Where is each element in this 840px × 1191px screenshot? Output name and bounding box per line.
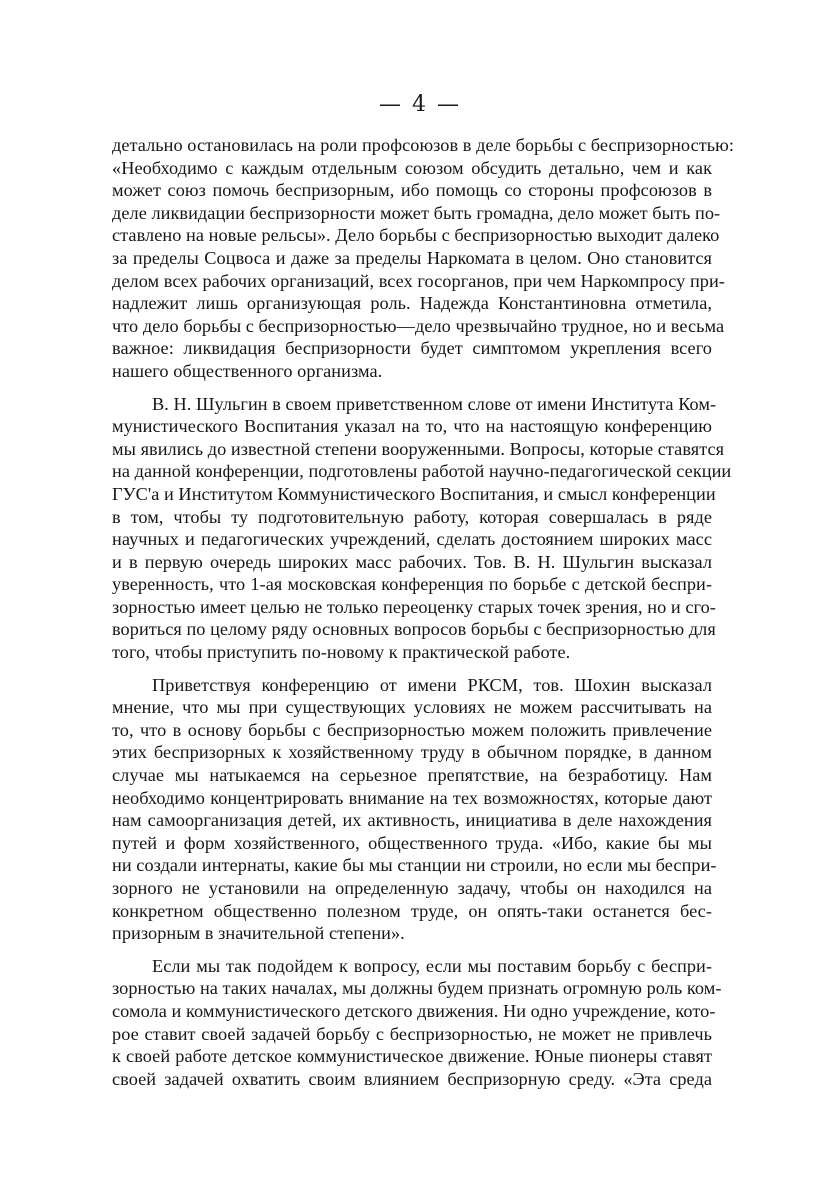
text-line: вориться по целому ряду основных вопросов борьбы с беспризорностью для — [112, 619, 716, 640]
text-line: деле ликвидации беспризорности может быть громадна, дело может быть по- — [112, 202, 721, 223]
text-line: нашего общественного организма. — [112, 360, 383, 381]
text-line: Приветствуя конференцию от имени РКСМ, тов. Шохин высказал — [152, 674, 712, 695]
text-line: научных и педагогических учреждений, сделать достоянием широких масс — [112, 529, 712, 550]
text-line: путей и форм хозяйственного, общественного труда. «Ибо, какие бы мы — [112, 832, 712, 853]
text-line: детально остановилась на роли профсоюзов в деле борьбы с беспризорностью: — [112, 135, 734, 155]
text-line: к своей работе детское коммунистическое движение. Юные пионеры ставят — [112, 1046, 712, 1067]
paragraph-profsoyuzy — [112, 134, 734, 383]
text-line: надлежит лишь организующая роль. Надежда Константиновна отметила, — [112, 293, 712, 314]
text-line: за пределы Соцвоса и даже за пределы Наркомата в целом. Оно становится — [112, 247, 712, 268]
text-line: что дело борьбы с беспризорностью—дело чрезвычайно трудное, но и весьма — [112, 315, 725, 336]
text-line: своей задачей охватить своим влиянием беспризорную среду. «Эта среда — [112, 1068, 712, 1089]
text-line: мнение, что мы при существующих условиях не можем рассчитывать на — [112, 697, 712, 718]
text-line: ставлено на новые рельсы». Дело борьбы с беспризорностью выходит далеко — [112, 225, 720, 246]
text-line: может союз помочь беспризорным, ибо помощь со стороны профсоюзов в — [112, 180, 712, 201]
text-line: на данной конференции, подготовлены работой научно-педагогической секции — [112, 461, 732, 482]
paragraph-komsomol — [112, 955, 722, 1091]
text-line: необходимо концентрировать внимание на тех возможностях, которые дают — [112, 787, 712, 808]
paragraph-shulgin — [112, 393, 732, 664]
text-line: ГУС'а и Институтом Коммунистического Воспитания, и смысл конференции — [112, 483, 716, 504]
text-line: нам самоорганизация детей, их активность, инициатива в деле нахождения — [112, 810, 712, 831]
text-line: конкретном общественно полезном труде, он опять-таки останется бес- — [112, 900, 712, 921]
text-line: Если мы так подойдем к вопросу, если мы поставим борьбу с беспри- — [152, 955, 712, 976]
body-text — [112, 134, 734, 1090]
text-line: мунистического Воспитания указал на то, что на настоящую конференцию — [112, 416, 712, 437]
text-line: зорного не установили на определенную задачу, чтобы он находился на — [112, 878, 712, 898]
text-line: делом всех рабочих организаций, всех госорганов, при чем Наркомпросу при- — [112, 270, 725, 291]
text-line: то, что в основу борьбы с беспризорностью можем положить привлечение — [112, 719, 712, 740]
text-line: ни создали интернаты, какие бы мы станции ни строили, но если мы беспри- — [112, 855, 717, 876]
text-line: важное: ликвидация беспризорности будет симптомом укрепления всего — [112, 338, 712, 359]
text-line: мы явились до известной степени вооруженными. Вопросы, которые ставятся — [112, 438, 725, 459]
text-line: случае мы натыкаемся на серьезное препятствие, на безработицу. Нам — [112, 765, 712, 786]
text-line: рое ставит своей задачей борьбу с беспризорностью, не может не привлечь — [112, 1023, 712, 1044]
text-line: «Необходимо с каждым отдельным союзом обсудить детально, чем и как — [112, 157, 712, 178]
text-line: сомола и коммунистического детского движения. Ни одно учреждение, кото- — [112, 1000, 716, 1021]
text-line: того, чтобы приступить по-новому к практической работе. — [112, 642, 571, 663]
text-line: зорностью на таких началах, мы должны будем признать огромную роль ком- — [112, 978, 722, 999]
text-line: призорным в значительной степени». — [112, 923, 405, 944]
text-line: этих беспризорных к хозяйственному труду в обычном порядке, в данном — [112, 742, 712, 763]
text-line: в том, чтобы ту подготовительную работу, которая совершалась в ряде — [112, 506, 712, 527]
text-line: В. Н. Шульгин в своем приветственном слове от имени Института Ком- — [152, 393, 717, 414]
text-line: и в первую очередь широких масс рабочих. Тов. В. Н. Шульгин высказал — [112, 551, 712, 572]
page-number: — 4 — — [379, 92, 461, 117]
text-line: уверенность, что 1-ая московская конференция по борьбе с детской беспри- — [112, 574, 712, 595]
paragraph-shokhin — [112, 674, 717, 945]
text-line: зорностью имеет целью не только переоценку старых точек зрения, но и сго- — [112, 596, 716, 617]
